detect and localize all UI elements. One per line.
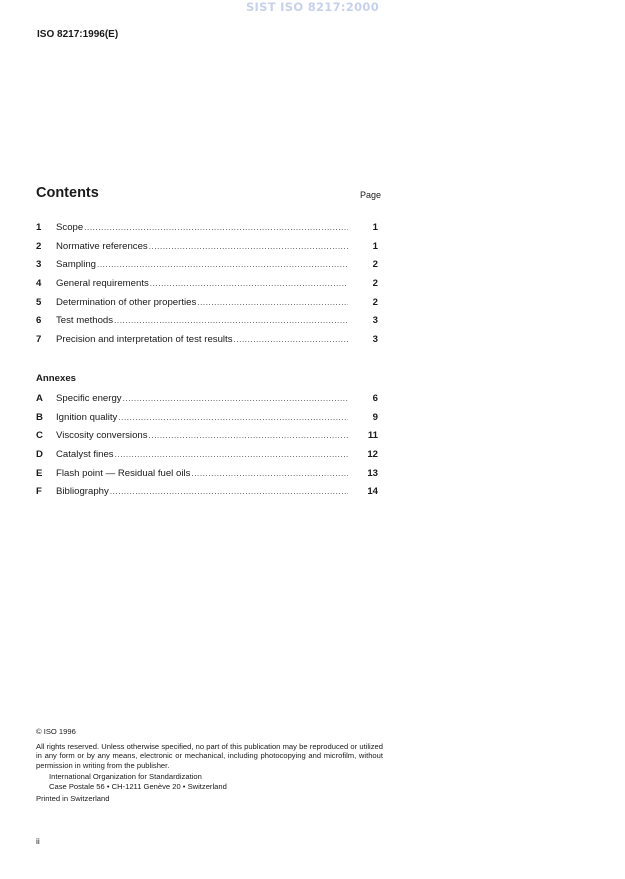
annex-title: Catalyst fines xyxy=(56,449,114,461)
toc-entry-sampling[interactable] xyxy=(36,259,383,278)
toc-entry-general-requirements[interactable] xyxy=(36,278,383,297)
toc-title: Scope xyxy=(56,222,84,233)
toc-leader-dots xyxy=(97,260,348,269)
annex-title: Ignition quality xyxy=(56,411,118,423)
toc-page-number: 6 xyxy=(372,393,378,404)
contents-title: Contents xyxy=(36,185,99,201)
toc-page-number: 2 xyxy=(372,278,378,290)
annex-entry-e[interactable] xyxy=(36,468,383,487)
annex-entry-f[interactable] xyxy=(36,486,383,505)
toc-page-number: 3 xyxy=(372,315,378,327)
page-number: ii xyxy=(36,836,40,846)
document-id: ISO 8217:1996(E) xyxy=(37,29,119,40)
rights-statement: All rights reserved. Unless otherwise specified, no part of this publication may be reproduced or utilized in any form or by any means, electronic or mechanical, including photocopying and microfilm, without permission in writing from the publisher. xyxy=(36,741,383,770)
printed-in: Printed in Switzerland xyxy=(36,794,110,803)
toc-leader-dots xyxy=(110,487,348,496)
toc-title: Precision and interpretation of test results xyxy=(56,334,233,346)
copyright-notice: © ISO 1996 xyxy=(36,727,76,736)
annexes-list xyxy=(36,393,383,505)
toc-title: Sampling xyxy=(56,259,96,271)
toc-number: 1 xyxy=(36,222,42,233)
toc-page-number: 9 xyxy=(372,411,378,423)
toc-page-number: 3 xyxy=(372,334,378,346)
page-column-label: Page xyxy=(360,190,382,200)
copyright-footer xyxy=(36,727,383,804)
annex-title: Flash point — Residual fuel oils xyxy=(56,467,191,479)
annex-entry-c[interactable] xyxy=(36,430,383,449)
annex-letter: F xyxy=(36,486,42,498)
toc-entry-other-properties[interactable] xyxy=(36,297,383,316)
toc-title: General requirements xyxy=(56,278,149,290)
toc-page-number: 14 xyxy=(367,486,378,498)
toc-leader-dots xyxy=(149,431,348,440)
organization-name: International Organization for Standardization xyxy=(49,772,202,781)
toc-entry-test-methods[interactable] xyxy=(36,315,383,334)
annex-entry-d[interactable] xyxy=(36,449,383,468)
toc-title: Determination of other properties xyxy=(56,296,197,308)
toc-entry-precision[interactable] xyxy=(36,334,383,353)
annex-letter: D xyxy=(36,449,43,461)
toc-title: Test methods xyxy=(56,315,114,327)
toc-page-number: 13 xyxy=(367,467,378,479)
annex-letter: C xyxy=(36,430,43,442)
toc-number: 5 xyxy=(36,296,42,308)
toc-number: 2 xyxy=(36,240,42,252)
toc-page-number: 2 xyxy=(372,296,378,308)
toc-leader-dots xyxy=(191,469,348,478)
toc-leader-dots xyxy=(150,279,348,288)
contents-list xyxy=(36,222,383,353)
toc-title: Normative references xyxy=(56,240,148,252)
annex-letter: B xyxy=(36,411,43,423)
toc-page-number: 1 xyxy=(372,222,378,233)
toc-number: 6 xyxy=(36,315,42,327)
annex-title: Bibliography xyxy=(56,486,109,498)
toc-leader-dots xyxy=(149,242,348,251)
watermark: SIST ISO 8217:2000 xyxy=(245,0,380,14)
toc-leader-dots xyxy=(84,223,348,232)
toc-number: 3 xyxy=(36,259,42,271)
toc-page-number: 2 xyxy=(372,259,378,271)
annex-title: Specific energy xyxy=(56,393,122,404)
toc-leader-dots xyxy=(114,316,348,325)
toc-leader-dots xyxy=(197,298,348,307)
annex-entry-b[interactable] xyxy=(36,412,383,431)
toc-page-number: 12 xyxy=(367,449,378,461)
organization-address: Case Postale 56 • CH-1211 Genève 20 • Switzerland xyxy=(49,781,227,791)
toc-leader-dots xyxy=(115,450,348,459)
toc-leader-dots xyxy=(118,413,348,422)
annex-entry-a[interactable] xyxy=(36,393,383,412)
annex-title: Viscosity conversions xyxy=(56,430,148,442)
toc-page-number: 11 xyxy=(367,430,378,442)
annex-letter: E xyxy=(36,467,43,479)
toc-page-number: 1 xyxy=(372,240,378,252)
toc-leader-dots xyxy=(234,335,348,344)
annex-letter: A xyxy=(36,393,43,404)
toc-entry-normative-references[interactable] xyxy=(36,241,383,260)
toc-entry-scope[interactable] xyxy=(36,222,383,241)
toc-number: 4 xyxy=(36,278,42,290)
toc-leader-dots xyxy=(123,394,348,403)
annexes-heading: Annexes xyxy=(36,373,76,384)
toc-number: 7 xyxy=(36,334,42,346)
